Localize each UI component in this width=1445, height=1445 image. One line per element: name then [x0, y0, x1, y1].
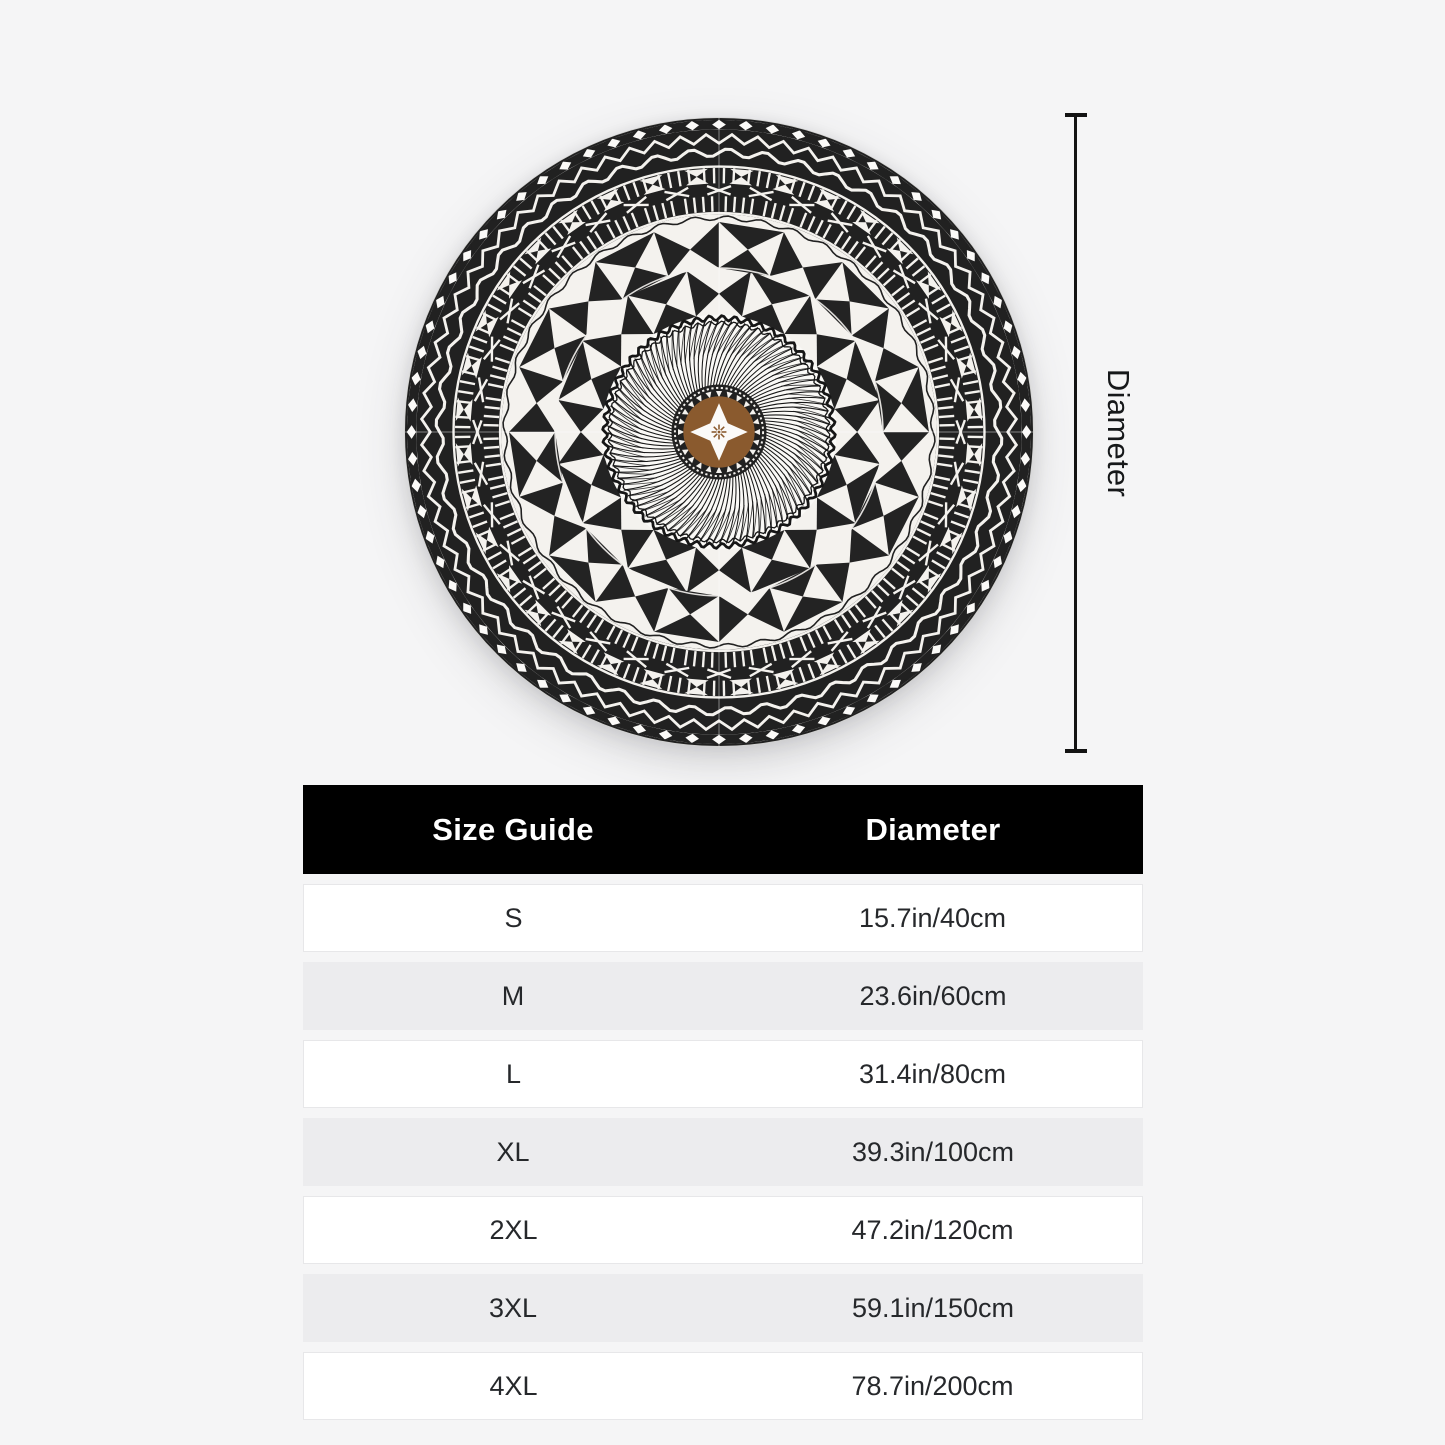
table-row: [303, 962, 1143, 1030]
table-row: [303, 1274, 1143, 1342]
size-cell: L: [505, 1058, 522, 1089]
size-guide-header-cell: Size Guide: [432, 811, 594, 847]
size-cell: 4XL: [489, 1370, 538, 1401]
diameter-cell: 31.4in/80cm: [858, 1058, 1007, 1089]
diameter-cell: 23.6in/60cm: [859, 980, 1007, 1011]
diameter-label: Diameter: [1101, 368, 1136, 498]
size-guide-table-header: [303, 785, 1143, 874]
size-cell: M: [501, 980, 525, 1011]
size-cell: S: [504, 902, 523, 933]
measurement-line: [1074, 113, 1077, 753]
measurement-cap-bottom: [1065, 749, 1087, 753]
diameter-cell: 15.7in/40cm: [858, 902, 1007, 933]
diameter-cell: 78.7in/200cm: [851, 1370, 1014, 1401]
table-row: [303, 1196, 1143, 1264]
rug-product-image: [402, 115, 1036, 749]
rug-mandala-graphic: [402, 115, 1036, 749]
table-row: [303, 1118, 1143, 1186]
table-row: [303, 884, 1143, 952]
size-cell: 2XL: [489, 1214, 538, 1245]
size-cell: XL: [496, 1136, 530, 1167]
diameter-header-cell: Diameter: [865, 811, 1001, 847]
measurement-cap-top: [1065, 113, 1087, 117]
size-guide-table: [303, 785, 1143, 1420]
size-cell: 3XL: [488, 1292, 538, 1323]
diameter-cell: 47.2in/120cm: [851, 1214, 1014, 1245]
diameter-cell: 39.3in/100cm: [851, 1136, 1015, 1167]
table-row: [303, 1352, 1143, 1420]
diameter-cell: 59.1in/150cm: [851, 1292, 1015, 1323]
table-row: [303, 1040, 1143, 1108]
